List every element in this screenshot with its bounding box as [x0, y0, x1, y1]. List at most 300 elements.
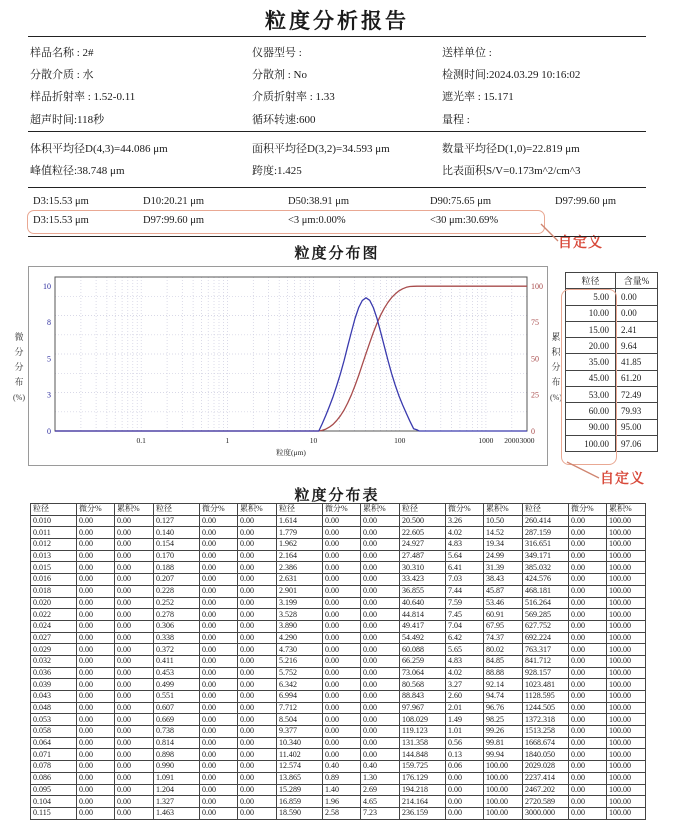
side-table-row — [566, 354, 658, 370]
dist-table-cell: 0.00 — [77, 632, 115, 644]
dist-table-cell: 100.00 — [607, 574, 646, 586]
svg-text:2000: 2000 — [504, 436, 520, 445]
dist-table-cell: 0.00 — [569, 620, 607, 632]
dist-table-cell: 0.814 — [154, 737, 200, 749]
dist-table-header: 微分% — [200, 504, 238, 516]
dist-table-cell: 0.00 — [77, 667, 115, 679]
summary-area-mean: 面积平均径D(3,2)=34.593 μm — [252, 143, 390, 156]
dist-table-cell: 6.994 — [277, 691, 323, 703]
dist-table-cell: 0.00 — [200, 796, 238, 808]
dist-table-cell: 0.00 — [323, 726, 361, 738]
d3-value: D3:15.53 μm — [33, 196, 89, 207]
dist-table-cell: 236.159 — [400, 807, 446, 819]
dist-table-cell: 0.00 — [77, 539, 115, 551]
dist-table-cell: 0.00 — [238, 807, 277, 819]
dist-table-cell: 0.00 — [238, 726, 277, 738]
dist-table-cell: 0.00 — [361, 679, 400, 691]
dist-table-cell: 0.00 — [200, 597, 238, 609]
dist-table-cell: 7.44 — [446, 585, 484, 597]
dist-table-cell: 0.00 — [323, 597, 361, 609]
dist-table-header: 累积% — [115, 504, 154, 516]
dist-table-cell: 0.00 — [115, 574, 154, 586]
side-size-cell: 90.00 — [566, 419, 616, 435]
divider — [28, 236, 646, 237]
side-size-cell: 60.00 — [566, 403, 616, 419]
dist-table-cell: 0.00 — [238, 550, 277, 562]
side-table-header-size: 粒径 — [566, 273, 616, 289]
dist-table-cell: 0.00 — [115, 550, 154, 562]
dist-table-cell: 0.00 — [569, 609, 607, 621]
dist-table-cell: 0.00 — [569, 702, 607, 714]
dist-table-cell: 0.00 — [323, 574, 361, 586]
dist-table-cell: 100.00 — [607, 539, 646, 551]
dist-table-cell: 100.00 — [607, 749, 646, 761]
dist-table-cell: 0.00 — [238, 585, 277, 597]
divider — [28, 131, 646, 132]
dist-table-cell: 2.01 — [446, 702, 484, 714]
dist-table-cell: 0.00 — [361, 691, 400, 703]
dist-table-cell: 0.00 — [77, 761, 115, 773]
dist-table-cell: 0.154 — [154, 539, 200, 551]
dist-table-cell: 0.00 — [238, 562, 277, 574]
dist-table-cell: 100.00 — [607, 515, 646, 527]
dist-table-cell: 0.00 — [238, 714, 277, 726]
summary-number-mean: 数量平均径D(1,0)=22.819 μm — [442, 143, 580, 156]
dist-table-cell: 0.016 — [31, 574, 77, 586]
dist-table-cell: 0.338 — [154, 632, 200, 644]
right-axis-ticks — [531, 282, 543, 436]
svg-text:5: 5 — [47, 354, 51, 364]
dist-table-cell: 0.898 — [154, 749, 200, 761]
dist-table-cell: 0.086 — [31, 772, 77, 784]
dist-table-cell: 0.013 — [31, 550, 77, 562]
dist-table-cell: 0.00 — [115, 726, 154, 738]
dist-table-header: 粒径 — [400, 504, 446, 516]
dist-table-row — [31, 714, 646, 726]
dist-table-cell: 0.00 — [200, 609, 238, 621]
dist-table-cell: 194.218 — [400, 784, 446, 796]
dist-table-cell: 100.00 — [607, 796, 646, 808]
dist-table-cell: 0.00 — [77, 585, 115, 597]
dist-table-cell: 0.669 — [154, 714, 200, 726]
side-table-row — [566, 387, 658, 403]
dist-table-cell: 99.94 — [484, 749, 523, 761]
dist-table-cell: 99.81 — [484, 737, 523, 749]
dist-table-cell: 2.164 — [277, 550, 323, 562]
dist-table-cell: 100.00 — [607, 691, 646, 703]
dist-table-cell: 100.00 — [484, 761, 523, 773]
dist-table-cell: 0.00 — [115, 644, 154, 656]
dist-table-cell: 0.00 — [238, 609, 277, 621]
dist-table-cell: 0.00 — [115, 585, 154, 597]
dist-table-cell: 0.039 — [31, 679, 77, 691]
dist-table-cell: 20.500 — [400, 515, 446, 527]
dist-table-cell: 0.00 — [77, 597, 115, 609]
dist-table-cell: 0.00 — [361, 585, 400, 597]
dist-table-cell: 53.46 — [484, 597, 523, 609]
dist-table-cell: 287.159 — [523, 527, 569, 539]
dist-table-cell: 0.00 — [569, 796, 607, 808]
dist-table-cell: 97.967 — [400, 702, 446, 714]
dist-table-cell: 2.60 — [446, 691, 484, 703]
dist-table-cell: 0.00 — [200, 539, 238, 551]
dist-table-row — [31, 667, 646, 679]
dist-table-cell: 1.40 — [323, 784, 361, 796]
dist-table-cell: 0.00 — [569, 550, 607, 562]
dist-table-cell: 0.00 — [361, 597, 400, 609]
dist-table-cell: 0.00 — [115, 761, 154, 773]
dist-table-cell: 0.00 — [77, 644, 115, 656]
dist-table-cell: 0.188 — [154, 562, 200, 574]
dist-table-cell: 0.012 — [31, 539, 77, 551]
svg-text:3000: 3000 — [519, 436, 535, 445]
dist-table-row — [31, 749, 646, 761]
dist-table-cell: 0.00 — [569, 515, 607, 527]
dist-table-cell: 0.00 — [77, 796, 115, 808]
dist-table-cell: 627.752 — [523, 620, 569, 632]
dist-table-cell: 0.00 — [323, 632, 361, 644]
dist-table-cell: 0.036 — [31, 667, 77, 679]
dist-table-cell: 0.00 — [77, 714, 115, 726]
dist-table-cell: 0.00 — [569, 539, 607, 551]
dist-table-cell: 22.605 — [400, 527, 446, 539]
dist-table-cell: 0.00 — [115, 620, 154, 632]
dist-table-cell: 80.568 — [400, 679, 446, 691]
dist-table-cell: 6.41 — [446, 562, 484, 574]
dist-table-cell: 0.00 — [238, 796, 277, 808]
dist-table-cell: 0.00 — [115, 784, 154, 796]
dist-table-cell: 74.37 — [484, 632, 523, 644]
dist-table-cell: 0.00 — [569, 691, 607, 703]
dist-table-cell: 45.87 — [484, 585, 523, 597]
dist-table-cell: 100.00 — [607, 609, 646, 621]
dist-table-cell: 66.259 — [400, 655, 446, 667]
side-table-row — [566, 370, 658, 386]
dist-table-cell: 0.06 — [446, 761, 484, 773]
dist-table-cell: 0.020 — [31, 597, 77, 609]
dist-table-cell: 40.640 — [400, 597, 446, 609]
side-content-cell: 41.85 — [616, 354, 658, 370]
dist-table-cell: 0.00 — [115, 515, 154, 527]
divider — [28, 187, 646, 188]
dist-table-cell: 0.00 — [200, 679, 238, 691]
svg-text:1: 1 — [225, 436, 230, 445]
dist-table-cell: 0.00 — [569, 585, 607, 597]
dist-table-cell: 0.00 — [361, 515, 400, 527]
dist-table-cell: 1.779 — [277, 527, 323, 539]
dist-table-cell: 0.00 — [200, 620, 238, 632]
dist-table-cell: 0.00 — [446, 784, 484, 796]
dist-table-cell: 0.00 — [77, 702, 115, 714]
dist-table-cell: 0.010 — [31, 515, 77, 527]
dist-table-cell: 100.00 — [607, 737, 646, 749]
dist-table-cell: 763.317 — [523, 644, 569, 656]
dist-table-cell: 0.00 — [238, 667, 277, 679]
dist-table-header: 微分% — [323, 504, 361, 516]
dist-table-cell: 2.386 — [277, 562, 323, 574]
dist-table-cell: 0.00 — [361, 667, 400, 679]
dist-table-cell: 0.032 — [31, 655, 77, 667]
dist-table-cell: 0.00 — [77, 726, 115, 738]
dist-table-cell: 100.00 — [484, 796, 523, 808]
custom-d3: D3:15.53 μm — [33, 215, 89, 226]
dist-table-cell: 4.730 — [277, 644, 323, 656]
dist-table-cell: 0.00 — [569, 655, 607, 667]
dist-table-cell: 0.00 — [323, 691, 361, 703]
dist-table-cell: 1668.674 — [523, 737, 569, 749]
dist-table-cell: 0.00 — [361, 609, 400, 621]
dist-table-cell: 0.00 — [200, 585, 238, 597]
dist-table-cell: 10.50 — [484, 515, 523, 527]
dist-table-cell: 4.83 — [446, 655, 484, 667]
dist-table-cell: 84.85 — [484, 655, 523, 667]
dist-table-cell: 0.00 — [115, 609, 154, 621]
dist-table-cell: 0.00 — [77, 737, 115, 749]
dist-table-cell: 0.00 — [115, 807, 154, 819]
dist-table-cell: 6.42 — [446, 632, 484, 644]
dist-table-cell: 0.00 — [200, 574, 238, 586]
dist-table-cell: 0.00 — [238, 737, 277, 749]
dist-table-cell: 0.015 — [31, 562, 77, 574]
dist-table-cell: 18.590 — [277, 807, 323, 819]
dist-table-header: 微分% — [446, 504, 484, 516]
dist-table-cell: 98.25 — [484, 714, 523, 726]
dist-table-cell: 4.02 — [446, 527, 484, 539]
dist-table-row — [31, 597, 646, 609]
dist-table-cell: 88.88 — [484, 667, 523, 679]
dist-table-row — [31, 644, 646, 656]
dist-table-cell: 468.181 — [523, 585, 569, 597]
side-content-cell: 2.41 — [616, 321, 658, 337]
dist-table-row — [31, 539, 646, 551]
dist-table-header: 微分% — [569, 504, 607, 516]
dist-table-cell: 0.022 — [31, 609, 77, 621]
dist-table-cell: 1.204 — [154, 784, 200, 796]
dist-table-cell: 0.00 — [238, 691, 277, 703]
dist-table-cell: 1.327 — [154, 796, 200, 808]
dist-table-cell: 108.029 — [400, 714, 446, 726]
dist-table-cell: 0.40 — [361, 761, 400, 773]
custom-annotation-top: 自定义 — [558, 236, 603, 251]
dist-table-cell: 4.83 — [446, 539, 484, 551]
dist-table-cell: 349.171 — [523, 550, 569, 562]
x-axis-title: 粒度(μm) — [276, 448, 306, 457]
dist-table-cell: 0.00 — [77, 807, 115, 819]
dist-table-cell: 0.00 — [77, 784, 115, 796]
dist-table-cell: 0.00 — [323, 585, 361, 597]
dist-table-cell: 0.00 — [238, 539, 277, 551]
dist-table-cell: 0.738 — [154, 726, 200, 738]
dist-table-cell: 0.018 — [31, 585, 77, 597]
d10-value: D10:20.21 μm — [143, 196, 205, 207]
dist-table-cell: 0.095 — [31, 784, 77, 796]
dist-table-cell: 0.104 — [31, 796, 77, 808]
dist-table-cell: 0.00 — [115, 679, 154, 691]
left-axis-ticks — [43, 282, 51, 436]
dist-table-row — [31, 585, 646, 597]
dist-table-row — [31, 807, 646, 819]
dist-table-cell: 0.00 — [323, 562, 361, 574]
dist-table-cell: 0.00 — [200, 772, 238, 784]
side-size-cell: 100.00 — [566, 435, 616, 451]
dist-table-cell: 7.712 — [277, 702, 323, 714]
dist-table-cell: 0.00 — [115, 655, 154, 667]
dist-table-cell: 0.00 — [77, 655, 115, 667]
dist-table-cell: 841.712 — [523, 655, 569, 667]
dist-table-cell: 1023.481 — [523, 679, 569, 691]
page-title: 粒度分析报告 — [265, 9, 409, 33]
dist-table-cell: 0.00 — [446, 796, 484, 808]
dist-table-cell: 7.45 — [446, 609, 484, 621]
dist-table-row — [31, 796, 646, 808]
dist-table-cell: 0.00 — [569, 726, 607, 738]
dist-table-cell: 0.607 — [154, 702, 200, 714]
dist-table-cell: 100.00 — [607, 702, 646, 714]
dist-table-cell: 60.088 — [400, 644, 446, 656]
dist-table-row — [31, 620, 646, 632]
dist-table-cell: 0.00 — [115, 702, 154, 714]
dist-table-header: 粒径 — [31, 504, 77, 516]
dist-table-cell: 7.03 — [446, 574, 484, 586]
info-medium-refractive-index: 介质折射率 : 1.33 — [252, 91, 335, 104]
dist-table-cell: 4.290 — [277, 632, 323, 644]
dist-table-cell: 0.00 — [323, 644, 361, 656]
side-content-cell: 0.00 — [616, 289, 658, 305]
dist-table-cell: 6.342 — [277, 679, 323, 691]
dist-table-row — [31, 550, 646, 562]
svg-text:8: 8 — [47, 318, 51, 328]
side-table-row — [566, 305, 658, 321]
dist-table-cell: 0.00 — [200, 807, 238, 819]
dist-table-row — [31, 702, 646, 714]
svg-text:100: 100 — [394, 436, 406, 445]
dist-table-cell: 2.69 — [361, 784, 400, 796]
dist-table-cell: 0.064 — [31, 737, 77, 749]
divider — [28, 36, 646, 37]
dist-table-cell: 100.00 — [484, 807, 523, 819]
dist-table-cell: 2720.589 — [523, 796, 569, 808]
dist-table-cell: 60.91 — [484, 609, 523, 621]
dist-table-cell: 0.00 — [238, 749, 277, 761]
dist-table-header: 累积% — [361, 504, 400, 516]
dist-table-row — [31, 527, 646, 539]
dist-table-cell: 0.00 — [569, 562, 607, 574]
dist-table-cell: 0.00 — [569, 667, 607, 679]
dist-table-cell: 49.417 — [400, 620, 446, 632]
dist-table-cell: 100.00 — [607, 761, 646, 773]
dist-table-cell: 2237.414 — [523, 772, 569, 784]
dist-table-cell: 1.463 — [154, 807, 200, 819]
dist-table-cell: 100.00 — [484, 784, 523, 796]
dist-table-cell: 5.64 — [446, 550, 484, 562]
dist-table-cell: 0.00 — [200, 667, 238, 679]
dist-table-cell: 0.990 — [154, 761, 200, 773]
dist-table-cell: 0.00 — [361, 644, 400, 656]
dist-table-cell: 0.078 — [31, 761, 77, 773]
dist-table-cell: 0.00 — [238, 655, 277, 667]
dist-table-cell: 0.00 — [77, 515, 115, 527]
side-table-row — [566, 289, 658, 305]
dist-table-cell: 0.00 — [569, 807, 607, 819]
dist-table-cell: 2029.028 — [523, 761, 569, 773]
dist-table-cell: 0.00 — [238, 597, 277, 609]
dist-table-cell: 100.00 — [607, 632, 646, 644]
dist-table-cell: 0.00 — [200, 691, 238, 703]
dist-table-cell: 1372.318 — [523, 714, 569, 726]
dist-table-cell: 44.814 — [400, 609, 446, 621]
dist-table-row — [31, 609, 646, 621]
dist-table-cell: 0.306 — [154, 620, 200, 632]
side-table-row — [566, 403, 658, 419]
dist-table-cell: 67.95 — [484, 620, 523, 632]
dist-table-cell: 0.00 — [200, 644, 238, 656]
side-size-cell: 53.00 — [566, 387, 616, 403]
side-table-row — [566, 419, 658, 435]
side-table-header-content: 含量% — [616, 273, 658, 289]
chart-grid — [55, 277, 527, 431]
sample-info-grid — [30, 41, 646, 130]
dist-table-cell: 0.027 — [31, 632, 77, 644]
distribution-table — [30, 503, 646, 820]
dist-table-cell: 0.278 — [154, 609, 200, 621]
info-sender-unit: 送样单位 : — [442, 47, 492, 60]
dist-table-cell: 0.00 — [569, 714, 607, 726]
dist-table-cell: 100.00 — [607, 597, 646, 609]
dist-table-row — [31, 515, 646, 527]
dist-table-cell: 0.00 — [77, 550, 115, 562]
dist-table-row — [31, 574, 646, 586]
dist-table-cell: 0.00 — [323, 749, 361, 761]
dist-table-row — [31, 562, 646, 574]
dist-table-cell: 0.00 — [77, 609, 115, 621]
dist-table-cell: 0.00 — [238, 620, 277, 632]
dist-table-cell: 31.39 — [484, 562, 523, 574]
dist-table-cell: 1.30 — [361, 772, 400, 784]
dist-table-cell: 1.01 — [446, 726, 484, 738]
info-sample-refractive-index: 样品折射率 : 1.52-0.11 — [30, 91, 136, 104]
dist-table-cell: 1.49 — [446, 714, 484, 726]
dist-table-cell: 0.00 — [200, 714, 238, 726]
dist-table-cell: 2467.202 — [523, 784, 569, 796]
cumulative-curve — [55, 286, 527, 431]
dist-table-cell: 100.00 — [607, 550, 646, 562]
dist-table-cell: 0.00 — [569, 737, 607, 749]
dist-table-cell: 385.032 — [523, 562, 569, 574]
info-ultrasound-time: 超声时间:118秒 — [30, 113, 105, 126]
dist-table-cell: 0.00 — [569, 527, 607, 539]
dist-table-cell: 0.00 — [200, 632, 238, 644]
svg-text:50: 50 — [531, 354, 539, 364]
dist-table-cell: 3.528 — [277, 609, 323, 621]
dist-table-cell: 2.901 — [277, 585, 323, 597]
dist-table-cell: 10.340 — [277, 737, 323, 749]
dist-table-cell: 7.23 — [361, 807, 400, 819]
info-dispersant: 分散剂 : No — [252, 69, 307, 82]
dist-table-cell: 73.064 — [400, 667, 446, 679]
dist-table-cell: 0.00 — [361, 562, 400, 574]
dist-table-row — [31, 726, 646, 738]
dist-table-cell: 92.14 — [484, 679, 523, 691]
dist-table-cell: 0.00 — [200, 655, 238, 667]
dist-table-cell: 0.00 — [361, 749, 400, 761]
dist-table-cell: 0.00 — [77, 620, 115, 632]
dist-table-cell: 0.00 — [238, 527, 277, 539]
dist-table-header: 微分% — [77, 504, 115, 516]
dist-table-header: 粒径 — [154, 504, 200, 516]
svg-text:0.1: 0.1 — [136, 436, 146, 445]
right-axis-label: 累 积 分 布 (%) — [550, 332, 562, 402]
dist-table-cell: 0.228 — [154, 585, 200, 597]
